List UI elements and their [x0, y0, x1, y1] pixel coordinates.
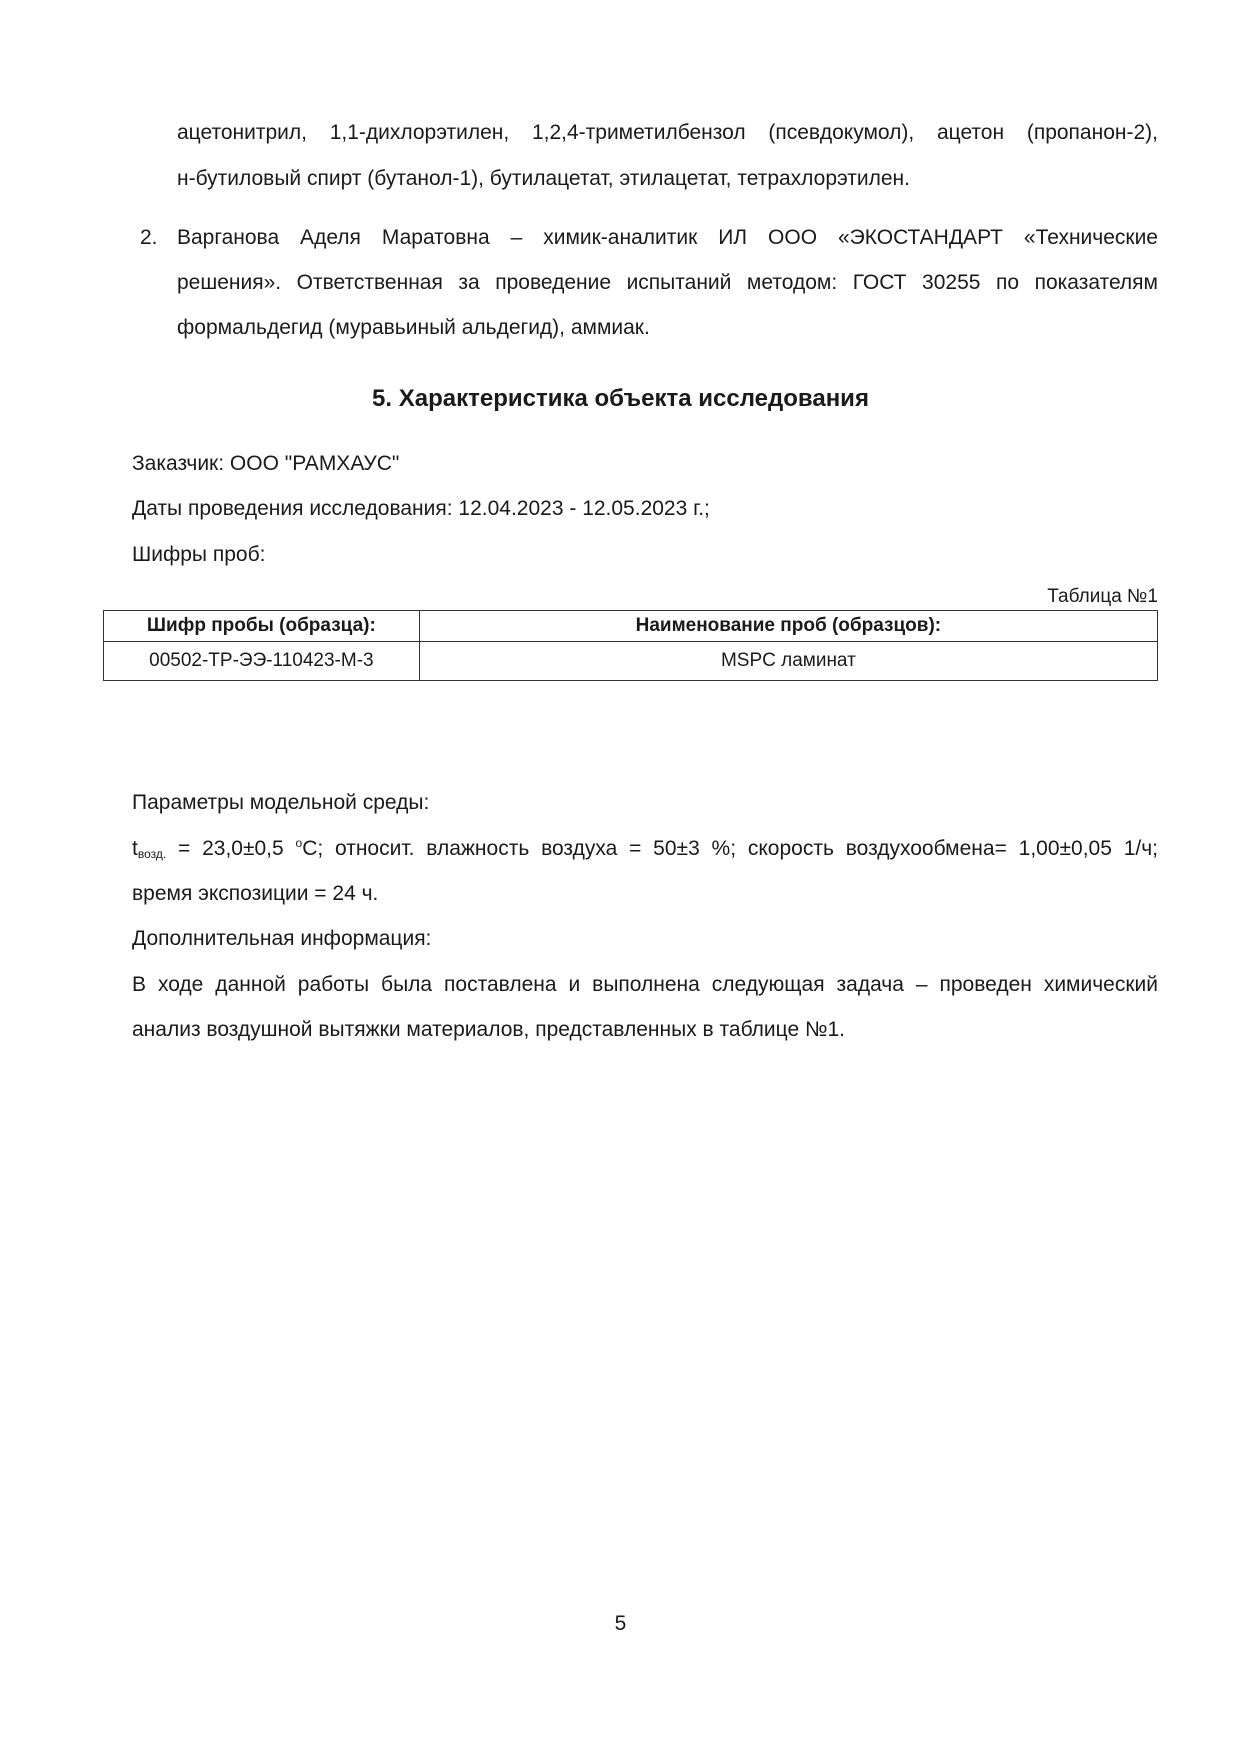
list-item-1-line-1: ацетонитрил, 1,1-дихлорэтилен, 1,2,4-триметилбензол (псевдокумол), ацетон (пропанон-2),	[177, 121, 1158, 144]
list-item-1-line-2: н-бутиловый спирт (бутанол-1), бутилацетат, этилацетат, тетрахлорэтилен.	[177, 167, 910, 190]
params-values: С; относит. влажность воздуха = 50±3 %; скорость воздухообмена= 1,00±0,05 1/ч;	[302, 837, 1159, 860]
list-item-2-line-3: формальдегид (муравьиный альдегид), аммиак.	[177, 316, 650, 339]
exposure-line: время экспозиции = 24 ч.	[132, 882, 379, 905]
section-heading: 5. Характеристика объекта исследования	[372, 385, 869, 412]
cell-sample-code: 00502-ТР-ЭЭ-110423-М-3	[104, 642, 420, 681]
list-item-2-line-1: Варганова Аделя Маратовна – химик-аналитик ИЛ ООО «ЭКОСТАНДАРТ «Технические	[177, 226, 1158, 249]
cell-sample-name: MSPC ламинат	[419, 642, 1157, 681]
table-row	[104, 642, 1158, 681]
params-label: Параметры модельной среды:	[132, 791, 430, 814]
extra-info-label: Дополнительная информация:	[132, 927, 432, 950]
list-item-2-number: 2.	[140, 226, 158, 249]
list-item-2-line-2: решения». Ответственная за проведение испытаний методом: ГОСТ 30255 по показателям	[177, 271, 1158, 294]
temp-symbol: t	[132, 837, 138, 860]
params-temperature-line	[132, 836, 1158, 861]
table-caption: Таблица №1	[1047, 586, 1158, 607]
codes-label: Шифры проб:	[132, 543, 266, 566]
extra-info-line-2: анализ воздушной вытяжки материалов, представленных в таблице №1.	[132, 1018, 845, 1041]
temp-value: = 23,0±0,5	[166, 837, 296, 860]
samples-table	[103, 610, 1158, 681]
degree-sign: о	[295, 836, 303, 850]
page-number: 5	[614, 1612, 627, 1635]
header-sample-name: Наименование проб (образцов):	[419, 611, 1157, 642]
extra-info-line-1: В ходе данной работы была поставлена и выполнена следующая задача – проведен химический	[132, 973, 1158, 996]
dates-line: Даты проведения исследования: 12.04.2023 - 12.05.2023 г.;	[132, 497, 710, 520]
header-sample-code: Шифр пробы (образца):	[104, 611, 420, 642]
temp-subscript: возд.	[137, 847, 167, 861]
customer-line: Заказчик: ООО "РАМХАУС"	[132, 452, 400, 475]
table-header-row	[104, 611, 1158, 642]
